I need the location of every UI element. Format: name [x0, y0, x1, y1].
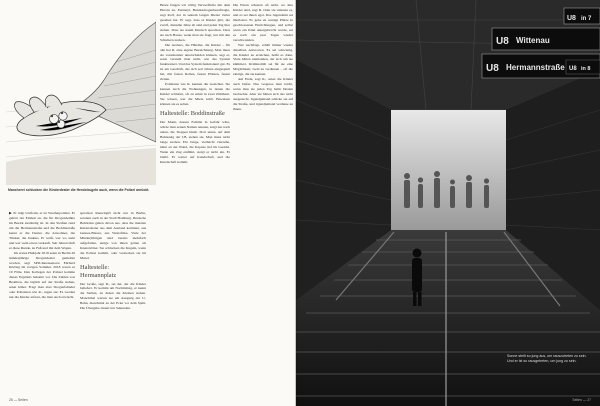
sign-destination-top: in 7 [581, 16, 592, 22]
paragraph: Polizisten wie R. kennen die Gesichter. Sie kennen auch die Wohnungen, in denen die Kinder schlafen, oft zu zehnt in zwei Zimmern. Sie wissen, wer die Miete zahlt. Beweisen können sie es selten. [160, 82, 230, 107]
paragraph: Im ersten Halbjahr 2019 seien in Berlin 26 minderjährige Drogendealer gemeldet worden, sagt SPD-Innensenator Ehrhard Körting im vorigen Sommer. 2018 waren es 19 Fälle. Den Kollegen der Polizei komme dieses Ergebnis bekannt vor. Die Zahlen von Beamten, die täglich auf der Straße stehen, seien höher. Fragt man aber Drogenfahnder oder Polizisten wie R., sagen sie: Es werden nur die Kinder erfasst, die man auch erwischt. [9, 250, 75, 300]
paragraph: Am Ende, sagt R., seien die Kinder auch Opfer. Das vergesse man leicht, wenn man sie jeden Tag beim Dealen beobachte. Aber sie hätten sich das nicht ausgesucht. Irgendjemand schicke sie auf die Straße, und irgendjemand verdiene an ihnen. [233, 77, 293, 112]
page-gutter [295, 0, 298, 406]
paragraph: Die Eltern wüssten oft nicht, wo ihre Kinder sind, sagt R. Oder sie wüssten es, und es sei ihnen egal. Das Jugendamt sei überlastet. Es gebe zu wenige Plätze in geschlossenen Einrichtungen, und selbst wenn ein Kind untergebracht werde, sei es nach ein paar Tagen wieder verschwunden. [233, 3, 293, 42]
sign-destination-wittenau: Wittenau [516, 36, 550, 45]
left-page [0, 0, 296, 406]
sign-destination-top-2: in 8 [581, 66, 591, 72]
paragraph: Der Große, sagt R., sei der, der die Kinder beliefert. Er kommt am Nachmittag, er kennt die Stellen, an denen die Kleinen stehen. Manchmal warten sie am Ausgang der U-Bahn, manchmal an der Ecke vor dem Späti. Die Übergabe dauert nur Sekunden. [80, 281, 146, 311]
caption-line: Sonne stellt so jung aus, um rauszutreten zu sein. [507, 354, 587, 358]
text-column-3 [160, 3, 230, 393]
paragraph: Die Arabers, die Händler, die Kinder – für alle hat R. eine eigene Bezeichnung. Man muss sie voneinander unterscheiden können, sagt er, sonst versteht man nicht, wie das System funktioniert. Und das System funktioniert gut. Es ist ein Geschäft, das sich seit Jahren eingespielt hat, mit festen Rollen, festen Plätzen, festen Zeiten. [160, 42, 230, 82]
paragraph: ▶ Er trägt Uniform, er ist Streifenpolizist. Er gehört der Einheit an, die für Drogendelikte im Bezirk zuständig ist. In den Straßen rund um die Hermannstraße und die Boddinstraße kennt er die Dealer, die Anwohner, die Trinker, die Junkies. Er weiß, wer wo steht und wer wem etwas verkauft. Seit Jahren läuft er diese Runde, zu Fuß und mit dem Wagen. [9, 211, 75, 250]
paragraph: Wer nachfragt, erhält immer wieder dieselben Antworten. Es sei schwierig, die Kinder zu erreichen, heißt es dann. Viele hätten niemanden, der sich um sie kümmert. Kriminalität sei für sie eine Möglichkeit, Geld zu verdienen – oft die einzige, die sie kennen. [233, 42, 293, 77]
paragraph: Heute fangen wir völlig Verwerfliche mit dem Heroin an, Fentanyl, Bundesdrogenbeauftragte, sagt Rolf, der in seinem langen Dienst vieles gesehen hat. Er sagt, dass es Kinder gibt, die zwölf, dreizehn Jahre alt sind und jeden Tag hier stehen. Dass sie kaum Deutsch sprechen. Dass sie nach Hause, wenn man sie fragt, nur mit den Schultern zucken. [160, 3, 230, 42]
sign-line-top: U8 [567, 15, 576, 22]
page-number-left: 26 — Seiten [9, 398, 28, 402]
paragraph: Der Mann, dessen Familie in Gefahr wäre, würde man seinen Namen nennen, zeigt nur nach unten, die Treppen hinab. Dort unten, auf dem Bahnsteig der U8, stehen sie. Man muss nicht lange suchen. Ein Junge, vielleicht vierzehn, lehnt an der Wand, die Kapuze tief im Gesicht. Wenn ein Zug einfährt, steigt er nicht ein. Er bleibt. Er wartet auf Kundschaft, und die Kundschaft kommt. [160, 120, 230, 164]
text-column-2 [80, 211, 146, 396]
subheading: Haltestelle: Boddinstraße [160, 110, 225, 118]
start-marker-icon: ▶ [9, 211, 14, 215]
hand-illustration [6, 2, 156, 185]
sign-destination-hermannstrasse: Hermannstraße [506, 63, 565, 72]
sign-line-hermannstrasse: U8 [486, 63, 499, 74]
sign-line-wittenau: U8 [496, 36, 509, 47]
page-number-right: Seiten — 27 [572, 398, 591, 402]
station-illustration [296, 0, 600, 406]
illustration-caption-right [507, 354, 587, 364]
sign-line-top-2: U8 [569, 66, 577, 72]
paragraph: sprechen Rauschgift nicht nur in Berlin, sondern auch in der Stadt Hamburg. Deutsche Behörden gehen davon aus, dass die meisten Kinderdealer aus dem Ausland kommen, aus Guinea-Bissau, aus Westafrika. Viele der Minderjährigen sind bereits mehrfach aufgefallen, einige von ihnen gelten als Intensivtäter. Sie schlucken die Kugeln, wenn die Polizei kommt, oder verstecken sie im Mund. [80, 211, 146, 260]
right-page [296, 0, 600, 406]
text-column-1 [9, 211, 75, 396]
subheading: Haltestelle: Hermannplatz [80, 263, 117, 279]
text-column-4 [233, 3, 293, 397]
caption-line: Und er ist so rausgetreten, um jung zu sein. [507, 358, 577, 363]
illustration-caption: Mancherei schlucken die Kinderdealer die Heroinkugeln auch, wenn die Polizei anrückt. [8, 188, 150, 192]
